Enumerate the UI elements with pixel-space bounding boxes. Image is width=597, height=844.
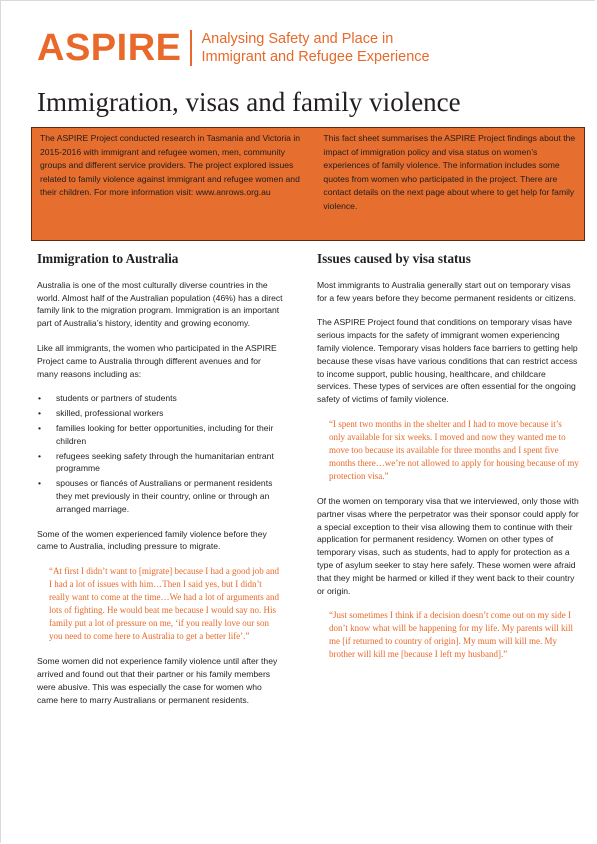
list-item: • spouses or fiancés of Australians or permanent residents they met previously in their country, online or through an arranged marriage. [52, 477, 284, 515]
paragraph: Australia is one of the most culturally diverse countries in the world. Almost half of the Australian population (46%) has a direct family link to the migration program. Immigration is an important part of Australia’s history, identity and growing economy. [37, 279, 283, 329]
paragraph: The ASPIRE Project found that conditions on temporary visas have serious impacts for the safety of immigrant women experiencing family violence. Temporary visas holders face barriers to getting help because these visas have various conditions that can restrict access to income support, public housing, healthcare, and childcare services. These types of services are often essential for the ongoing safety of victims of family violence. [317, 317, 578, 405]
paragraph: Like all immigrants, the women who participated in the ASPIRE Project came to Australia through different avenues and for many reasons including as: [37, 342, 277, 379]
left-column [37, 253, 284, 718]
intro-left-text: The ASPIRE Project conducted research in Tasmania and Victoria in 2015-2016 with immigrant and refugee women, men, community groups and different service providers. The project explored issues related to family violence against immigrant and refugee women and their children. For more information visit: www.anrows.org.au [40, 133, 301, 197]
tagline-line-2: Immigrant and Refugee Experience [201, 49, 430, 65]
list-item: • skilled, professional workers [52, 407, 284, 420]
quote: “I spent two months in the shelter and I had to move because it’s only available for six weeks. I moved and now they wanted me to move too because its available for three months and I spent five months there…we’re not allowed to apply for housing because of my protection visa.” [329, 418, 579, 481]
paragraph: Of the women on temporary visa that we interviewed, only those with partner visas where the perpetrator was their sponsor could apply for a special exception to their visa allowing them to continue with their application for permanent residency. Women on other types of temporary visas, such as students, had to apply for protection as a type of asylum seeker to stay here safely. These women were afraid that they might be harmed or killed if they went back to their country or origin. [317, 495, 579, 596]
list-item: • families looking for better opportunities, including for their children [52, 422, 284, 448]
section-heading-visa-status: Issues caused by visa status [317, 251, 471, 266]
paragraph: Some of the women experienced family violence before they came to Australia, including pressure to migrate. [37, 528, 267, 552]
quote: “At first I didn’t want to [migrate] because I had a good job and I had a lot of issues with him…Then I said yes, but I didn’t really want to come at the time…We had a lot of arguments and lots of fighting. He would beat me because I would say no. His family put a lot of pressure on me, ‘if you really love our son you need to come here to Australia to get a better life’.” [49, 566, 280, 642]
intro-box [31, 127, 585, 241]
section-heading-immigration: Immigration to Australia [37, 251, 179, 266]
paragraph: Most immigrants to Australia generally start out on temporary visas for a few years before they become permanent residents or citizens. [317, 279, 576, 303]
right-column [317, 253, 579, 673]
tagline-line-1: Analysing Safety and Place in [201, 31, 394, 47]
header [37, 28, 430, 68]
list-item: • refugees seeking safety through the humanitarian entrant programme [52, 450, 284, 476]
quote: “Just sometimes I think if a decision doesn’t come out on my side I don’t know what will be happening for my life. My parents will kill me [if returned to country of origin]. My mum will kill me. My brother will kill me [because I left my husband].” [329, 610, 574, 660]
aspire-logo: ASPIRE [37, 27, 182, 69]
list-item: • students or partners of students [52, 392, 284, 405]
page-title: Immigration, visas and family violence [37, 87, 461, 117]
paragraph: Some women did not experience family violence until after they arrived and found out that their partner or his family members were abusive. This was especially the case for women who came here to marry Australians or permanent residents. [37, 656, 278, 705]
tagline [201, 30, 429, 66]
immigrant-types-list [37, 392, 284, 515]
intro-right-text: This fact sheet summarises the ASPIRE Project findings about the impact of immigration policy and visa status on women’s experiences of family violence. The information includes some quotes from women who participated in the project. There are contact details on the next page about where to get help for family violence. [323, 133, 576, 211]
header-divider [190, 30, 192, 66]
